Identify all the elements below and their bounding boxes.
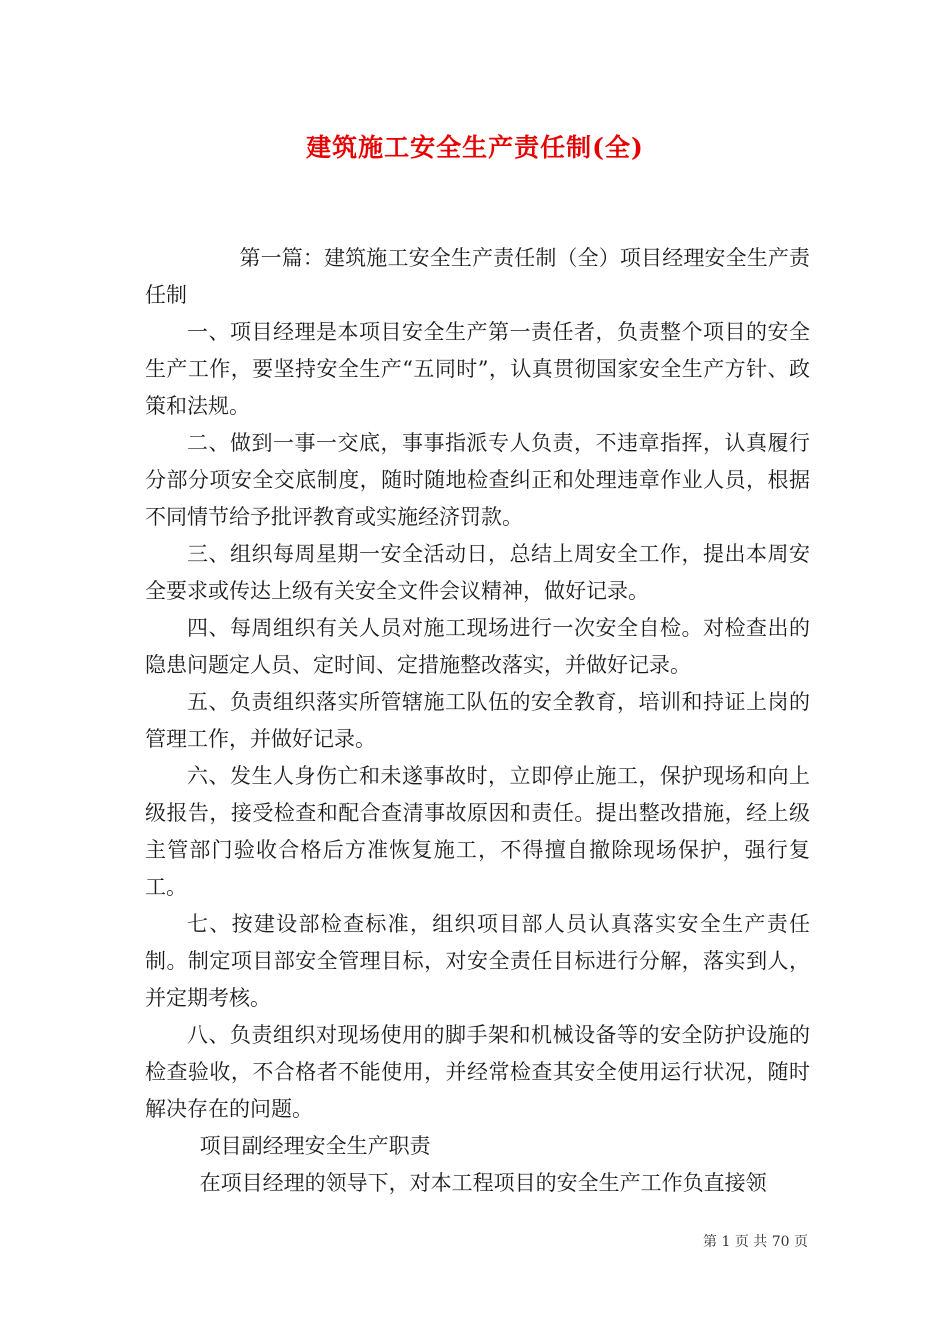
section-heading-deputy-manager: 项目副经理安全生产职责 bbox=[199, 1134, 431, 1158]
document-title: 建筑施工安全生产责任制(全) bbox=[306, 133, 644, 162]
paragraph-item-4: 四、每周组织有关人员对施工现场进行一次安全自检。对检查出的隐患问题定人员、定时间、定措施整改落实，并做好记录。 bbox=[145, 616, 810, 677]
paragraph-item-6: 六、发生人身伤亡和未遂事故时，立即停止施工，保护现场和向上级报告，接受检查和配合查清事故原因和责任。提出整改措施，经上级主管部门验收合格后方准恢复施工，不得擅自撤除现场保护，强行复工。 bbox=[145, 764, 810, 899]
document-body bbox=[145, 240, 810, 1202]
paragraph-item-2: 二、做到一事一交底，事事指派专人负责，不违章指挥，认真履行分部分项安全交底制度，随时随地检查纠正和处理违章作业人员，根据不同情节给予批评教育或实施经济罚款。 bbox=[145, 431, 810, 529]
paragraph-item-1: 一、项目经理是本项目安全生产第一责任者，负责整个项目的安全生产工作，要坚持安全生产“五同时”，认真贯彻国家安全生产方针、政策和法规。 bbox=[145, 320, 810, 418]
paragraph-item-8: 八、负责组织对现场使用的脚手架和机械设备等的安全防护设施的检查验收，不合格者不能使用，并经常检查其安全使用运行状况，随时解决存在的问题。 bbox=[145, 1023, 810, 1121]
paragraph-item-3: 三、组织每周星期一安全活动日，总结上周安全工作，提出本周安全要求或传达上级有关安全文件会议精神，做好记录。 bbox=[145, 542, 810, 603]
paragraph-item-5: 五、负责组织落实所管辖施工队伍的安全教育，培训和持证上岗的管理工作，并做好记录。 bbox=[145, 690, 810, 751]
paragraph-intro: 第一篇：建筑施工安全生产责任制（全）项目经理安全生产责任制 bbox=[145, 246, 810, 307]
paragraph-item-7: 七、按建设部检查标准，组织项目部人员认真落实安全生产责任制。制定项目部安全管理目标，对安全责任目标进行分解，落实到人，并定期考核。 bbox=[145, 912, 810, 1010]
page-number-footer: 第 1 页 共 70 页 bbox=[703, 1234, 808, 1250]
paragraph-deputy-manager: 在项目经理的领导下，对本工程项目的安全生产工作负直接领 bbox=[199, 1171, 767, 1195]
